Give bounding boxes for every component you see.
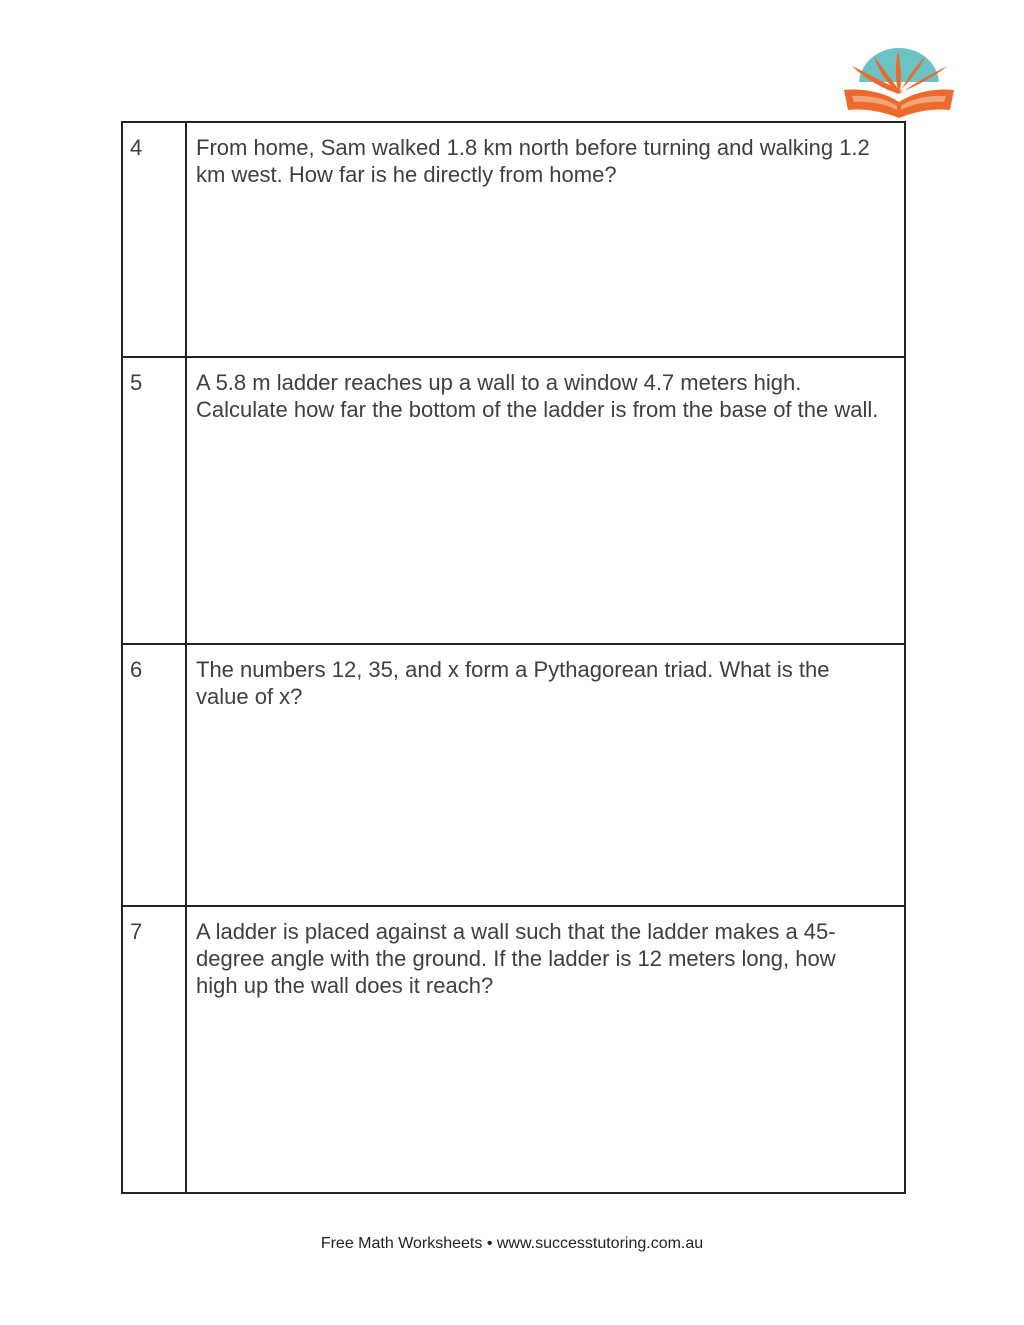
questions-table	[121, 121, 906, 1194]
question-number: 7	[122, 906, 186, 1193]
question-text: From home, Sam walked 1.8 km north before turning and walking 1.2 km west. How far is he directly from home?	[186, 122, 905, 357]
question-text: A ladder is placed against a wall such that the ladder makes a 45-degree angle with the ground. If the ladder is 12 meters long, how high up the wall does it reach?	[186, 906, 905, 1193]
question-number: 6	[122, 644, 186, 906]
question-row-6	[122, 644, 905, 906]
question-row-5	[122, 357, 905, 644]
question-text: A 5.8 m ladder reaches up a wall to a window 4.7 meters high. Calculate how far the bottom of the ladder is from the base of the wall.	[186, 357, 905, 644]
question-number: 4	[122, 122, 186, 357]
question-text: The numbers 12, 35, and x form a Pythagorean triad. What is the value of x?	[186, 644, 905, 906]
question-row-7	[122, 906, 905, 1193]
open-book-icon	[840, 44, 958, 120]
question-row-4	[122, 122, 905, 357]
footer-text: Free Math Worksheets • www.successtutoring.com.au	[320, 1235, 704, 1252]
question-number: 5	[122, 357, 186, 644]
